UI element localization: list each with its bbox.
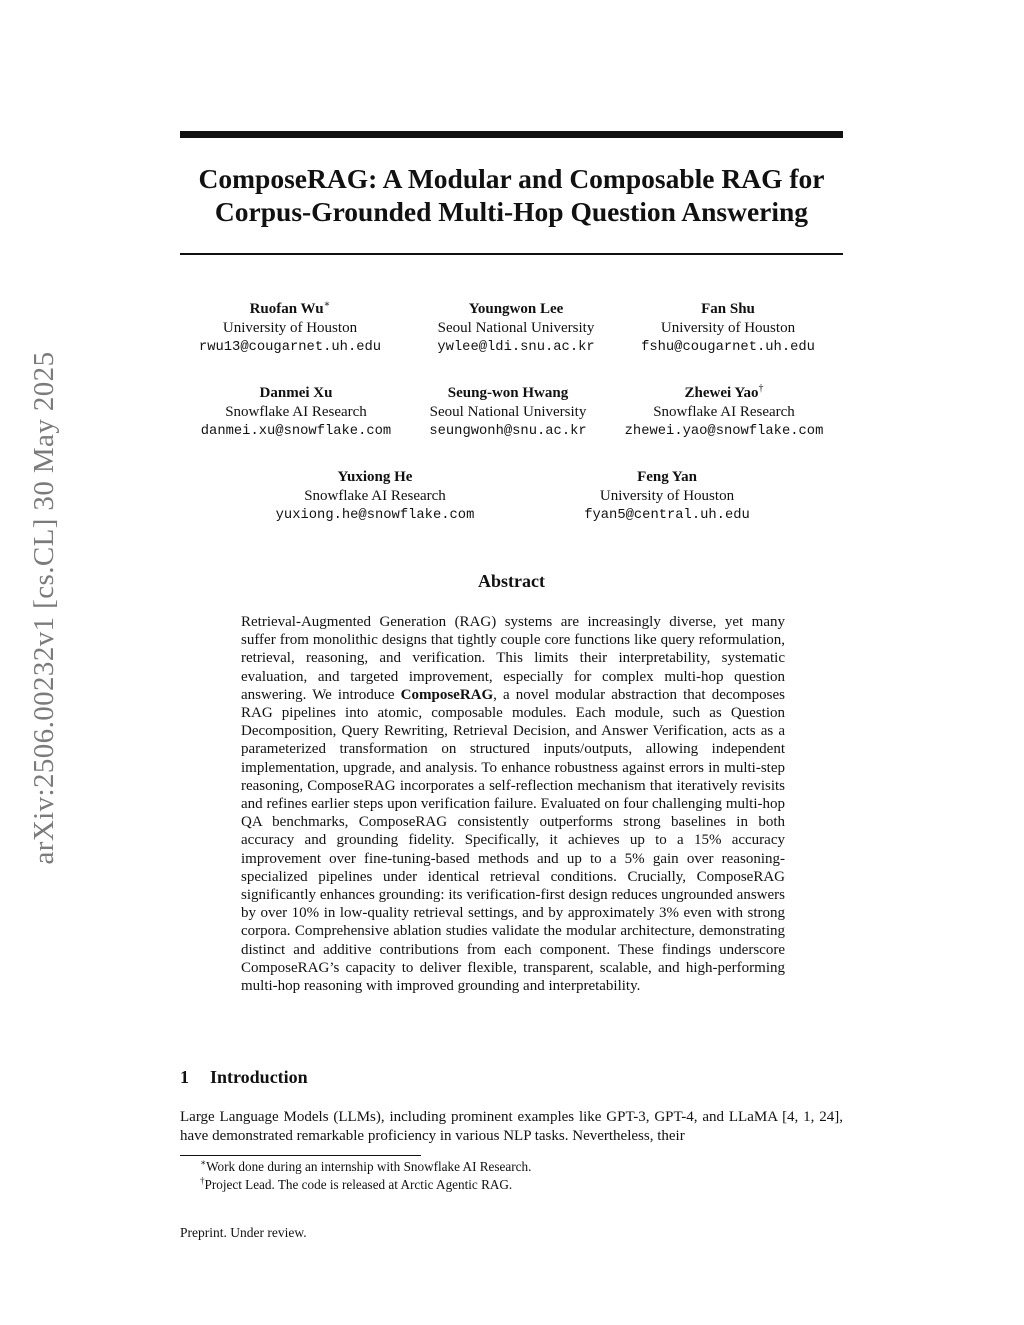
author-email: yuxiong.he@snowflake.com (275, 508, 475, 523)
author-email: fshu@cougarnet.uh.edu (641, 340, 815, 355)
title-bottom-rule (180, 253, 843, 255)
author-block (396, 300, 636, 357)
author-affiliation: University of Houston (599, 488, 735, 504)
abstract-method-name: ComposeRAG (400, 686, 494, 703)
author-name: Fan Shu (701, 301, 755, 317)
author-name: Zhewei Yao† (684, 383, 764, 401)
author-name: Ruofan Wu∗ (249, 299, 331, 317)
author-affiliation: Seoul National University (437, 320, 595, 336)
author-block (608, 300, 848, 357)
title-line-2: Corpus-Grounded Multi-Hop Question Answering (214, 196, 809, 227)
author-affiliation: Snowflake AI Research (304, 488, 446, 504)
abstract-heading: Abstract (478, 571, 545, 591)
author-block (176, 384, 416, 441)
author-affiliation: Snowflake AI Research (225, 404, 367, 420)
author-affiliation: Seoul National University (429, 404, 587, 420)
preprint-note: Preprint. Under review. (180, 1225, 307, 1240)
introduction-text: Large Language Models (LLMs), including prominent examples like GPT-3, GPT-4, and LLaMA [4, 1, 24], have demonstrated remarkable proficiency in various NLP tasks. Nevertheless, their (180, 1109, 843, 1144)
title-top-rule (180, 131, 843, 138)
author-affiliation: Snowflake AI Research (653, 404, 795, 420)
author-name: Feng Yan (637, 469, 697, 485)
author-email: danmei.xu@snowflake.com (200, 424, 392, 439)
author-affiliation: University of Houston (660, 320, 796, 336)
author-email: fyan5@central.uh.edu (584, 508, 750, 523)
author-name: Yuxiong He (337, 469, 413, 485)
author-email: zhewei.yao@snowflake.com (624, 424, 824, 439)
title-line-1: ComposeRAG: A Modular and Composable RAG for (198, 163, 825, 194)
author-email: rwu13@cougarnet.uh.edu (198, 340, 382, 355)
author-name: Danmei Xu (259, 385, 333, 401)
author-block (547, 468, 787, 525)
abstract-text: Retrieval-Augmented Generation (RAG) systems are increasingly diverse, yet many suffer from monolithic designs that tightly couple core functions like query reformulation, retrieval, reasoning, and verification. This limits their interpretability, systematic evaluation, and targeted improvement, especially for complex multi-hop question answering. We introduce ComposeRAG, a novel modular abstraction that decomposes RAG pipelines into atomic, composable modules. Each module, such as Question Decomposition, Query Rewriting, Retrieval Decision, and Answer Verification, acts as a parameterized transformation on structured inputs/outputs, allowing independent implementation, upgrade, and analysis. To enhance robustness against errors in multi-step reasoning, ComposeRAG incorporates a self-reflection mechanism that iteratively revisits and refines earlier steps upon verification failure. Evaluated on four challenging multi-hop QA benchmarks, ComposeRAG consistently outperforms strong baselines in both accuracy and grounding fidelity. Specifically, it achieves up to a 15% accuracy improvement over fine-tuning-based methods and up to a 5% gain over reasoning-specialized pipelines under identical retrieval conditions. Crucially, ComposeRAG significantly enhances grounding: its verification-first design reduces ungrounded answers by over 10% in low-quality retrieval settings, and by approximately 3% even with strong corpora. Comprehensive ablation studies validate the modular architecture, demonstrating distinct and additive contributions from each component. These findings underscore ComposeRAG’s capacity to deliver flexible, transparent, scalable, and high-performing multi-hop reasoning with improved grounding and interpretability. (241, 614, 786, 995)
author-affiliation: University of Houston (222, 320, 358, 336)
author-block (604, 384, 844, 441)
footnote: ∗Work done during an internship with Snowflake AI Research. (200, 1157, 532, 1174)
author-block (255, 468, 495, 525)
author-block (388, 384, 628, 441)
paper-title (180, 162, 843, 228)
footnote-rule (180, 1155, 421, 1156)
author-email: seungwonh@snu.ac.kr (429, 424, 587, 439)
author-name: Seung-won Hwang (447, 385, 569, 401)
author-name: Youngwon Lee (468, 301, 564, 317)
section-heading-introduction: 1 Introduction (180, 1067, 308, 1087)
arxiv-identifier: arXiv:2506.00232v1 [cs.CL] 30 May 2025 (28, 351, 60, 865)
author-email: ywlee@ldi.snu.ac.kr (437, 340, 595, 355)
footnote: †Project Lead. The code is released at Arctic Agentic RAG. (200, 1175, 513, 1192)
author-block (170, 300, 410, 357)
